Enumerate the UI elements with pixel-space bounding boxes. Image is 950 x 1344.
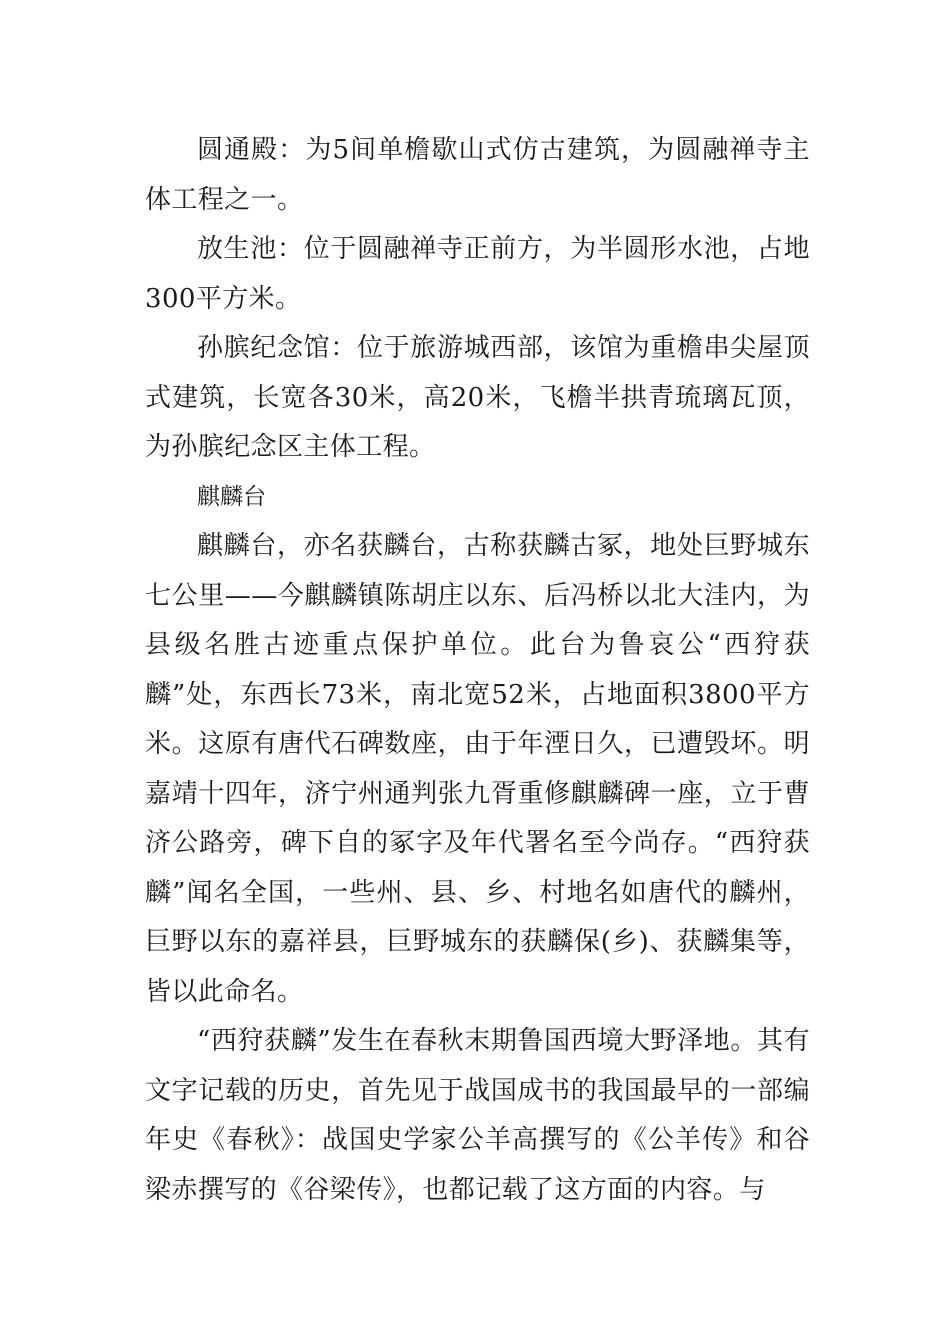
document-body <box>145 126 810 1215</box>
paragraph-qilin-terrace: 麒麟台，亦名获麟台，古称获麟古冢，地处巨野城东七公里——今麒麟镇陈胡庄以东、后冯桥以北大洼内，为县级名胜古迹重点保护单位。此台为鲁哀公“西狩获麟”处，东西长73米，南北宽52米，占地面积3800平方米。这原有唐代石碑数座，由于年湮日久，已遭毁坏。明嘉靖十四年，济宁州通判张九胥重修麒麟碑一座，立于曹济公路旁，碑下自的冢字及年代署名至今尚存。“西狩获麟”闻名全国，一些州、县、乡、村地名如唐代的麟州，巨野以东的嘉祥县，巨野城东的获麟保(乡)、获麟集等，皆以此命名。 <box>145 531 810 1007</box>
paragraph-xishou-huolin: “西狩获麟”发生在春秋末期鲁国西境大野泽地。其有文字记载的历史，首先见于战国成书的我国最早的一部编年史《春秋》：战国史学家公羊高撰写的《公羊传》和谷梁赤撰写的《谷梁传》，也都记载了这方面的内容。与 <box>145 1026 810 1205</box>
paragraph-sun-bin-memorial: 孙膑纪念馆：位于旅游城西部，该馆为重檐串尖屋顶式建筑，长宽各30米，高20米，飞檐半拱青琉璃瓦顶，为孙膑纪念区主体工程。 <box>145 333 810 462</box>
paragraph-release-pond: 放生池：位于圆融禅寺正前方，为半圆形水池，占地300平方米。 <box>145 234 810 314</box>
section-heading: 麒麟台 <box>197 483 266 510</box>
paragraph-yuantong-hall: 圆通殿：为5间单檐歇山式仿古建筑，为圆融禅寺主体工程之一。 <box>145 135 810 215</box>
